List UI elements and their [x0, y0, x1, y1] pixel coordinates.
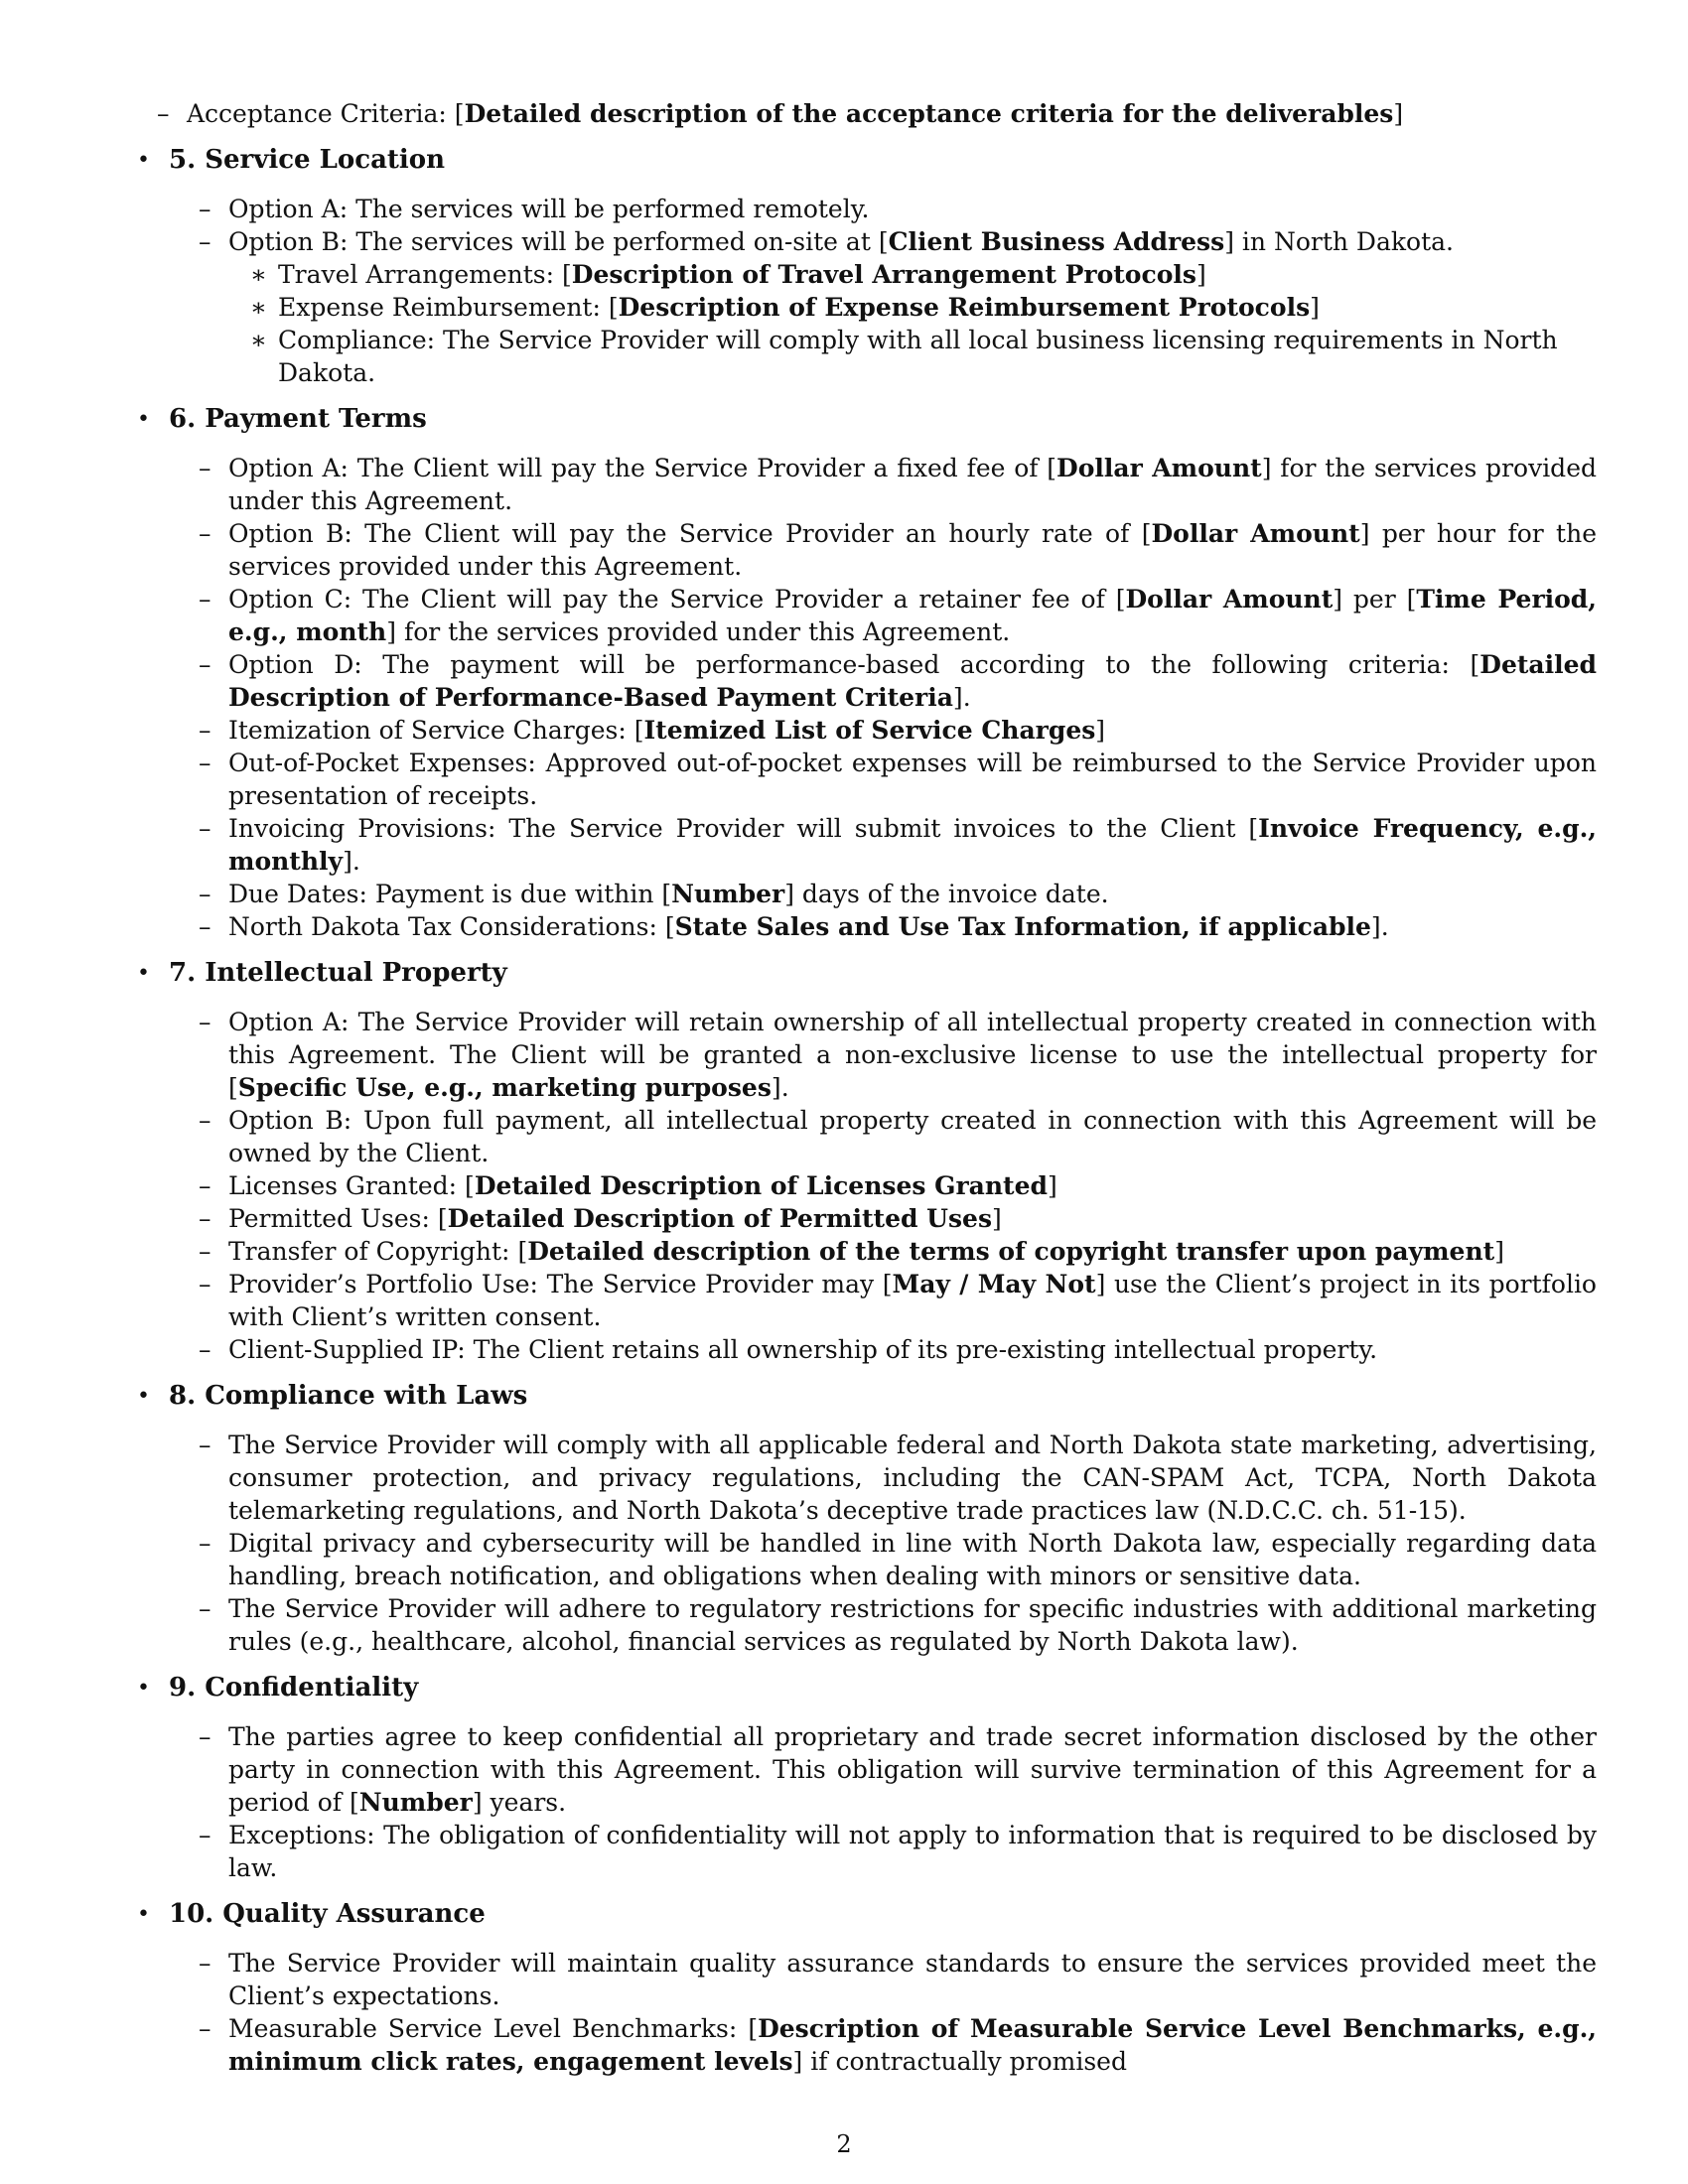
sub-item: ∗ Expense Reimbursement: [Description of Expense Reimbursement Protocols]	[169, 291, 1597, 324]
section-quality-assurance	[127, 1898, 1597, 2078]
list-item: – Option B: Upon full payment, all intellectual property created in connection with this Agreement will be owned by the Client.	[169, 1104, 1597, 1169]
section-title: • 6. Payment Terms	[169, 404, 427, 434]
list-item: – Provider’s Portfolio Use: The Service Provider may [May / May Not] use the Client’s project in its portfolio with Client’s written consent.	[169, 1268, 1597, 1333]
list-item: – Option A: The services will be performed remotely.	[169, 193, 1597, 225]
list-item: – The Service Provider will adhere to regulatory restrictions for specific industries with additional marketing rules (e.g., healthcare, alcohol, financial services as regulated by North Dakota law).	[169, 1592, 1597, 1658]
list-item: – Option D: The payment will be performance-based according to the following criteria: [Detailed Description of Performance-Based Payment Criteria].	[169, 648, 1597, 714]
section-payment-terms	[127, 403, 1597, 943]
section-title: • 7. Intellectual Property	[169, 958, 507, 988]
list-item: – Digital privacy and cybersecurity will be handled in line with North Dakota law, especially regarding data handling, breach notification, and obligations when dealing with minors or sensitive data.	[169, 1527, 1597, 1592]
list-item: – Out-of-Pocket Expenses: Approved out-of-pocket expenses will be reimbursed to the Service Provider upon presentation of receipts.	[169, 747, 1597, 812]
list-item: – The parties agree to keep confidential all proprietary and trade secret information disclosed by the other party in connection with this Agreement. This obligation will survive termination of this Agreement for a period of [Number] years.	[169, 1720, 1597, 1819]
section-service-location	[127, 144, 1597, 389]
list-item: – Option B: The Client will pay the Service Provider an hourly rate of [Dollar Amount] per hour for the services provided under this Agreement.	[169, 517, 1597, 583]
list-item: – Measurable Service Level Benchmarks: [Description of Measurable Service Level Benchmarks, e.g., minimum click rates, engagement levels] if contractually promised	[169, 2012, 1597, 2078]
list-item: – Due Dates: Payment is due within [Number] days of the invoice date.	[169, 878, 1597, 910]
list-item: – The Service Provider will comply with all applicable federal and North Dakota state marketing, advertising, consumer protection, and privacy regulations, including the CAN-SPAM Act, TCPA, North Dakota telemarketing regulations, and North Dakota’s deceptive trade practices law (N.D.C.C. ch. 51-15).	[169, 1429, 1597, 1527]
placeholder: Detailed description of the acceptance criteria for the deliverables	[464, 99, 1394, 128]
list-item: – Itemization of Service Charges: [Itemized List of Service Charges]	[169, 714, 1597, 747]
list-item: – Licenses Granted: [Detailed Description of Licenses Granted]	[169, 1169, 1597, 1202]
list-item: – North Dakota Tax Considerations: [State Sales and Use Tax Information, if applicable].	[169, 910, 1597, 943]
list-item: – The Service Provider will maintain quality assurance standards to ensure the services provided meet the Client’s expectations.	[169, 1947, 1597, 2012]
list-item: – Invoicing Provisions: The Service Provider will submit invoices to the Client [Invoice Frequency, e.g., monthly].	[169, 812, 1597, 878]
list-item: – Permitted Uses: [Detailed Description of Permitted Uses]	[169, 1202, 1597, 1235]
list-item: – Option B: The services will be performed on-site at [Client Business Address] in North Dakota. ∗ Travel Arrangements: [Description of Travel Arrangement Protocols] ∗ Expense Reimbursement: [Description of Expense Reimbursement Protocols] ∗ Compliance: The Service Provider will comply with all local business licensing requirements in North Dakota.	[169, 225, 1597, 389]
list-item: – Client-Supplied IP: The Client retains all ownership of its pre-existing intellectual property.	[169, 1333, 1597, 1366]
list-item: – Exceptions: The obligation of confidentiality will not apply to information that is required to be disclosed by law.	[169, 1819, 1597, 1884]
acceptance-criteria-item: – Acceptance Criteria: [Detailed description of the acceptance criteria for the deliverables]	[127, 97, 1597, 130]
section-compliance-with-laws	[127, 1380, 1597, 1658]
sub-item: ∗ Compliance: The Service Provider will comply with all local business licensing requirements in North Dakota.	[169, 324, 1597, 389]
document-content	[127, 97, 1597, 2078]
page-number: 2	[836, 2130, 852, 2158]
list-item: – Option A: The Client will pay the Service Provider a fixed fee of [Dollar Amount] for the services provided under this Agreement.	[169, 452, 1597, 517]
section-title: • 10. Quality Assurance	[169, 1899, 486, 1929]
section-title: • 5. Service Location	[169, 145, 446, 175]
list-item: – Transfer of Copyright: [Detailed description of the terms of copyright transfer upon payment]	[169, 1235, 1597, 1268]
section-title: • 8. Compliance with Laws	[169, 1381, 528, 1411]
section-confidentiality	[127, 1672, 1597, 1884]
list-item: – Option C: The Client will pay the Service Provider a retainer fee of [Dollar Amount] per [Time Period, e.g., month] for the services provided under this Agreement.	[169, 583, 1597, 648]
section-intellectual-property	[127, 957, 1597, 1366]
sub-item: ∗ Travel Arrangements: [Description of Travel Arrangement Protocols]	[169, 258, 1597, 291]
section-title: • 9. Confidentiality	[169, 1673, 419, 1703]
list-item: – Option A: The Service Provider will retain ownership of all intellectual property created in connection with this Agreement. The Client will be granted a non-exclusive license to use the intellectual property for [Specific Use, e.g., marketing purposes].	[169, 1006, 1597, 1104]
